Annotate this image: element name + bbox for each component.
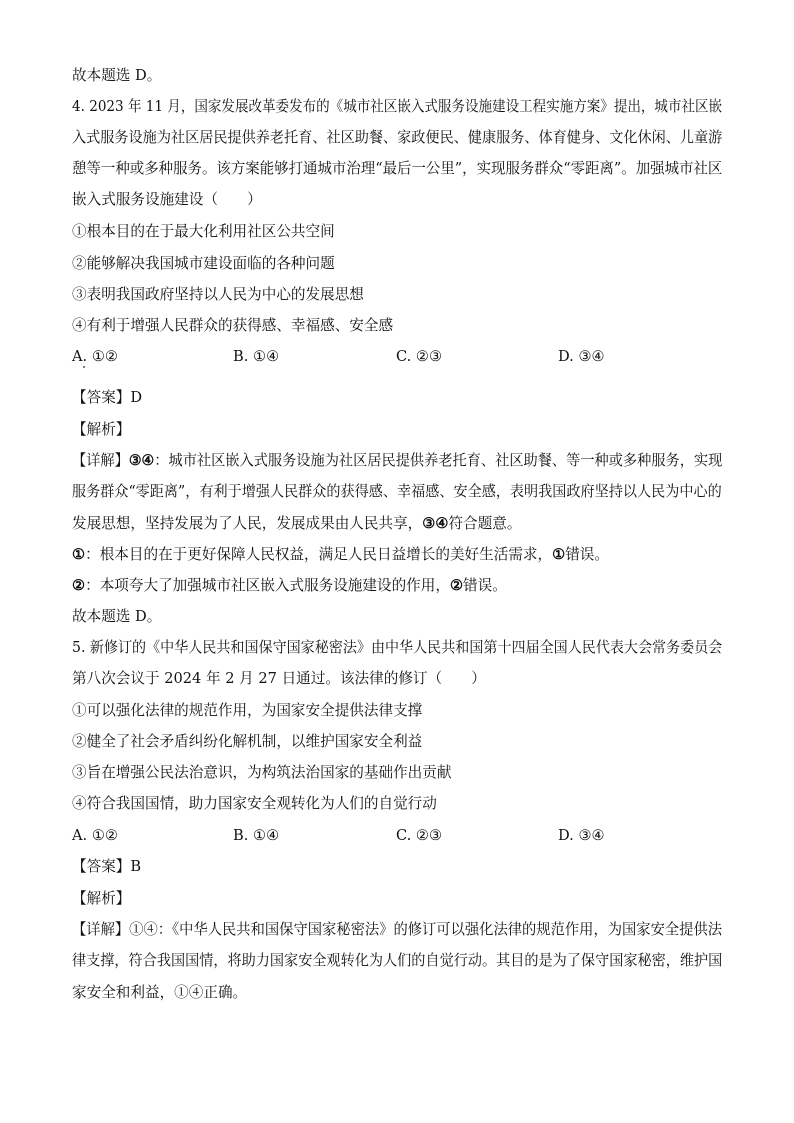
q4-detail-text-1: ：城市社区嵌入式服务设施为社区居民提供养老托育、社区助餐、等一种或多种服务，实现 <box>154 452 723 469</box>
q4-detail-line-3 <box>72 514 521 534</box>
q4-option-d: D. ③④ <box>558 348 605 365</box>
q4-detail-line-4 <box>72 545 609 565</box>
q4-detail-key: ③④ <box>128 452 155 469</box>
q5-option-c: C. ②③ <box>396 827 443 844</box>
q5-analysis-heading: 【解析】 <box>72 890 131 907</box>
q4-stem-line-3: 憩等一种或多种服务。该方案能够打通城市治理“最后一公里”，实现服务群众“零距离”。加强城市社区 <box>72 160 723 177</box>
q4-stem-line-1: 4. 2023 年 11 月，国家发展改革委发布的《城市社区嵌入式服务设施建设工程实施方案》提出，城市社区嵌 <box>72 98 723 115</box>
q4-answer: 【答案】D <box>72 389 143 406</box>
q4-detail-text-4b: ：根本目的在于更好保障人民权益，满足人民日益增长的美好生活需求， <box>85 546 553 563</box>
q5-stem-line-1: 5. 新修订的《中华人民共和国保守国家秘密法》由中华人民共和国第十四届全国人民代表大会常务委员会 <box>72 639 723 656</box>
q4-detail-key-4c: ① <box>552 546 566 563</box>
q4-detail-line-2: 服务群众“零距离”，有利于增强人民群众的获得感、幸福感、安全感，表明我国政府坚持以人民为中心的 <box>72 483 722 500</box>
q5-item-2: ②健全了社会矛盾纠纷化解机制，以维护国家安全利益 <box>72 733 423 750</box>
q5-item-1: ①可以强化法律的规范作用，为国家安全提供法律支撑 <box>72 702 423 719</box>
q5-answer: 【答案】B <box>72 858 142 875</box>
q5-item-3: ③旨在增强公民法治意识，为构筑法治国家的基础作出贡献 <box>72 764 452 781</box>
q4-item-1: ①根本目的在于最大化利用社区公共空间 <box>72 223 335 240</box>
q5-item-4: ④符合我国国情，助力国家安全观转化为人们的自觉行动 <box>72 795 437 812</box>
q4-detail-key-5a: ② <box>72 577 86 594</box>
q4-analysis-heading: 【解析】 <box>72 421 131 438</box>
q5-option-b: B. ①④ <box>233 827 280 844</box>
q4-item-4: ④有利于增强人民群众的获得感、幸福感、安全感 <box>72 317 394 334</box>
q4-stem-line-4: 嵌入式服务设施建设（ ） <box>72 191 262 208</box>
q4-item-3: ③表明我国政府坚持以人民为中心的发展思想 <box>72 286 364 303</box>
q4-detail-line-1 <box>72 451 722 471</box>
q5-detail-tag: 【详解】 <box>72 921 130 938</box>
q4-detail-key-5c: ② <box>449 577 464 594</box>
q5-option-a: A. ①② <box>72 827 118 844</box>
q4-option-c: C. ②③ <box>396 348 443 365</box>
q4-detail-tag: 【详解】 <box>72 452 129 469</box>
q4-detail-text-3a: 发展思想，坚持发展为了人民，发展成果由人民共享， <box>72 515 423 532</box>
q4-stem-line-2: 入式服务设施为社区居民提供养老托育、社区助餐、家政便民、健康服务、体育健身、文化休闲、儿童游 <box>72 129 723 146</box>
q5-stem-line-2: 第八次会议于 2024 年 2 月 27 日通过。该法律的修订（ ） <box>72 670 486 687</box>
q4-detail-text-4d: 错误。 <box>565 546 609 563</box>
q5-detail-line-3: 家安全和利益，①④正确。 <box>72 984 248 1001</box>
q4-detail-text-3c: 符合题意。 <box>448 515 522 532</box>
q4-detail-text-5b: ：本项夸大了加强城市社区嵌入式服务设施建设的作用， <box>85 577 450 594</box>
q4-option-b: B. ①④ <box>233 348 280 365</box>
q4-item-2: ②能够解决我国城市建设面临的各种问题 <box>72 255 335 272</box>
q4-conclusion: 故本题选 D。 <box>72 608 162 625</box>
q4-detail-line-5 <box>72 576 507 596</box>
stray-dot <box>83 366 85 368</box>
q5-detail-line-2: 律支撑，符合我国国情，将助力国家安全观转化为人们的自觉行动。其目的是为了保守国家秘密，维护国 <box>72 952 723 969</box>
q4-detail-key-3: ③④ <box>422 515 449 532</box>
q5-option-d: D. ③④ <box>558 827 605 844</box>
q5-detail-line-1 <box>72 920 722 940</box>
prev-conclusion: 故本题选 D。 <box>72 67 162 84</box>
q4-option-a: A. ①② <box>72 348 118 365</box>
q5-detail-text-1: ①④：《中华人民共和国保守国家秘密法》的修订可以强化法律的规范作用，为国家安全提供法 <box>129 921 723 938</box>
q4-detail-key-4a: ① <box>72 546 86 563</box>
q4-detail-text-5d: 错误。 <box>463 577 507 594</box>
